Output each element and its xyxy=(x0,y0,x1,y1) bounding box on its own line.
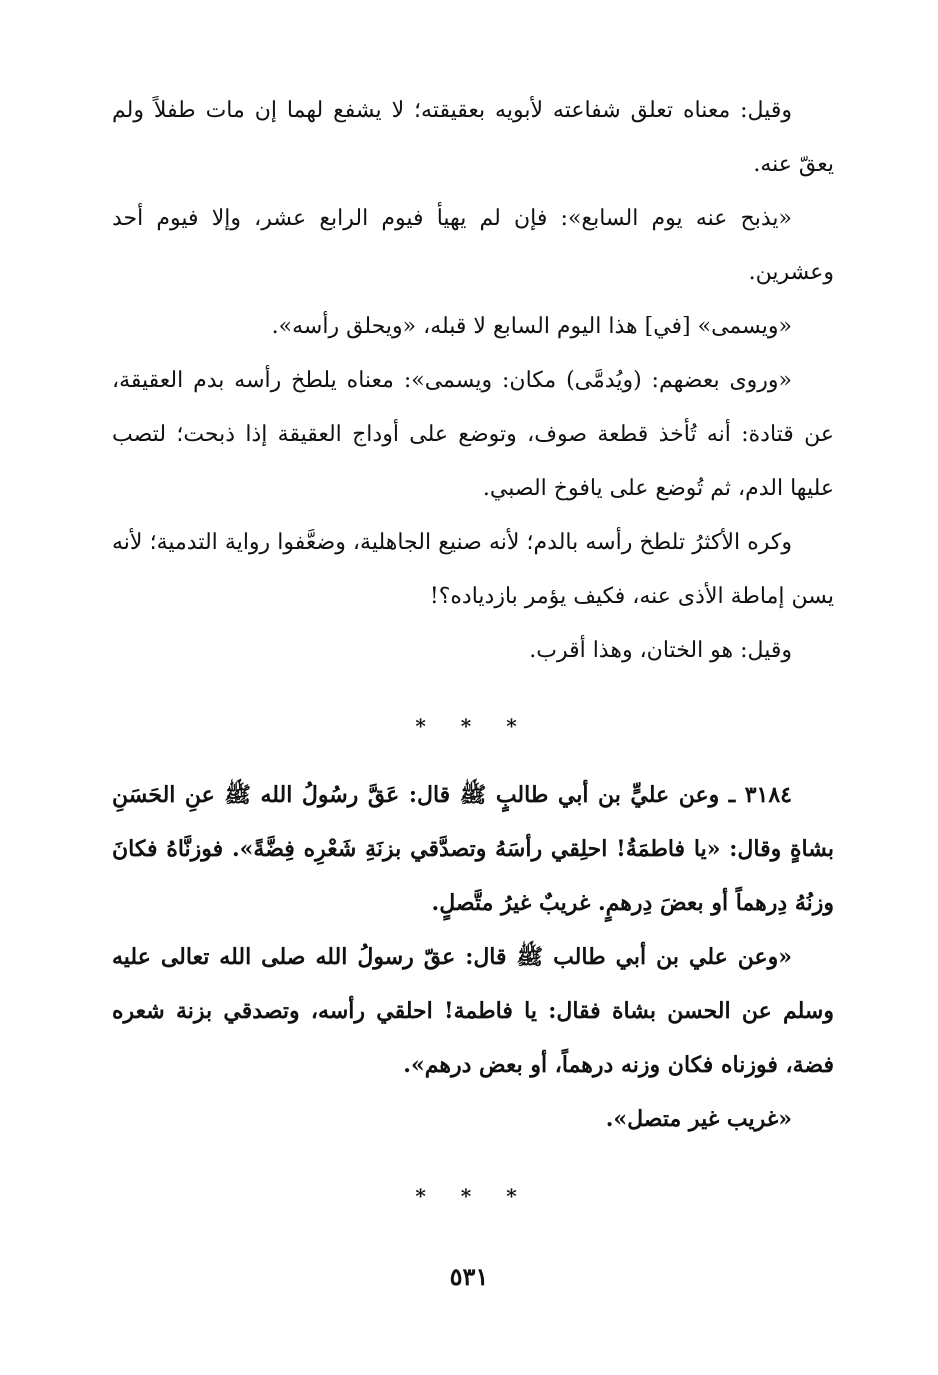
paragraph-3: «ويسمى» [في] هذا اليوم السابع لا قبله، «ويحلق رأسه». xyxy=(271,314,792,339)
paragraph-1: وقيل: معناه تعلق شفاعته لأبويه بعقيقته؛ لا يشفع لهما إن مات طفلاً ولم يعقّ عنه. xyxy=(112,98,834,177)
section-separator-2: * * * xyxy=(415,1184,531,1208)
paragraph-5: وكره الأكثرُ تلطخ رأسه بالدم؛ لأنه صنيع الجاهلية، وضعَّفوا رواية التدمية؛ لأنه يسن إماطة الأذى عنه، فكيف يؤمر بازدياده؟! xyxy=(112,530,834,609)
page-number: ٥٣١ xyxy=(449,1262,489,1291)
paragraph-4: «وروى بعضهم: (ويُدمَّى) مكان: ويسمى»: معناه يلطخ رأسه بدم العقيقة، عن قتادة: أنه تُأخذ قطعة صوف، وتوضع على أوداج العقيقة إذا ذبحت؛ لتصب عليها الدم، ثم تُوضع على يافوخ الصبي. xyxy=(112,368,834,501)
section-separator-1: * * * xyxy=(415,714,531,738)
hadith-grading: «غريب غير متصل». xyxy=(605,1106,792,1132)
paragraph-6: وقيل: هو الختان، وهذا أقرب. xyxy=(529,638,792,663)
hadith-commentary-quote: «وعن علي بن أبي طالب ﷺ قال: عقّ رسولُ الله صلى الله تعالى عليه وسلم عن الحسن بشاة فقال: يا فاطمة! احلقي رأسه، وتصدقي بزنة شعره فضة، فوزناه فكان وزنه درهماً، أو بعض درهم». xyxy=(112,944,834,1078)
page-body xyxy=(112,84,834,1216)
hadith-3184: ٣١٨٤ ـ وعن عليٍّ بن أبي طالبٍ ﷺ قال: عَقَّ رسُولُ الله ﷺ عنِ الحَسَنِ بشاةٍ وقال: «يا فاطمَةُ! احلِقي رأسَهُ وتصدَّقي بزنَةِ شَعْرِه فِضَّةً». فوزنَّاهُ فكانَ وزنُهُ دِرهماً أو بعضَ دِرهمٍ. غريبٌ غيرُ متَّصلٍ. xyxy=(112,782,834,916)
paragraph-2: «يذبح عنه يوم السابع»: فإن لم يهيأ فيوم الرابع عشر، وإلا فيوم أحد وعشرين. xyxy=(112,206,834,285)
